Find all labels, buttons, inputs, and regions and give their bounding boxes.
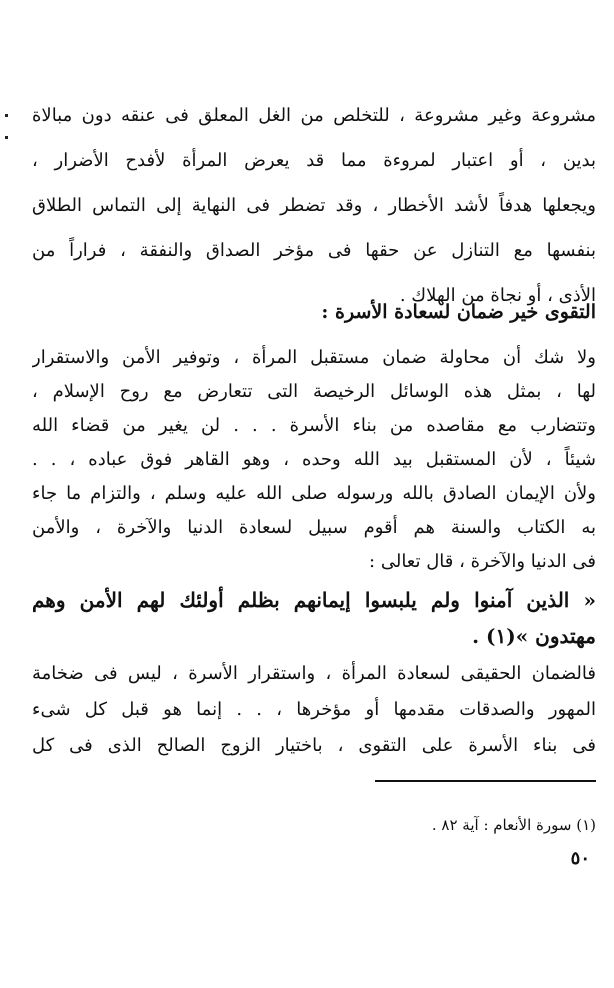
text-line: فى الدنيا والآخرة ، قال تعالى : (369, 551, 596, 572)
text-line: فى بناء الأسرة على التقوى ، باختيار الزوج الصالح الذى فى كل (32, 735, 596, 756)
footnote: (١) سورة الأنعام : آية ٨٢ . (431, 816, 596, 834)
quote-line: مهتدون »(١) . (472, 624, 596, 648)
text-line: وتتضارب مع مقاصده من بناء الأسرة . . . لن يغير من قضاء الله (32, 415, 596, 436)
section-heading: التقوى خير ضمان لسعادة الأسرة : (321, 301, 596, 323)
scan-edge-mark (5, 136, 8, 139)
text-line: لها ، بمثل هذه الوسائل الرخيصة التى تتعارض مع روح الإسلام ، (32, 381, 596, 402)
text-line: المهور والصدقات مقدمها أو مؤخرها ، . . إنما هو قبل كل شىء (32, 699, 596, 720)
text-line: مشروعة وغير مشروعة ، للتخلص من الغل المعلق فى عنقه دون مبالاة (32, 105, 596, 126)
text-line: الأذى ، أو نجاة من الهلاك . (399, 285, 596, 306)
text-line: شيئاً ، لأن المستقبل بيد الله وحده ، وهو القاهر فوق عباده ، . . (32, 449, 596, 470)
quote-line: « الذين آمنوا ولم يلبسوا إيمانهم بظلم أولئك لهم الأمن وهم (32, 588, 596, 612)
text-line: ولا شك أن محاولة ضمان مستقبل المرأة ، وتوفير الأمن والاستقرار (32, 347, 596, 368)
text-line: فالضمان الحقيقى لسعادة المرأة ، واستقرار الأسرة ، ليس فى ضخامة (32, 663, 596, 684)
footnote-divider (375, 780, 596, 782)
text-line: بنفسها مع التنازل عن حقها فى مؤخر الصداق والنفقة ، فراراً من (32, 240, 596, 261)
text-line: به الكتاب والسنة هم أقوم سبيل لسعادة الدنيا والآخرة ، والأمن (32, 517, 596, 538)
text-line: بدين ، أو اعتبار لمروءة مما قد يعرض المرأة لأفدح الأضرار ، (32, 150, 596, 171)
scan-edge-mark (5, 114, 8, 117)
text-line: ويجعلها هدفاً لأشد الأخطار ، وقد تضطر فى النهاية إلى التماس الطلاق (32, 195, 596, 216)
text-line: ولأن الإيمان الصادق بالله ورسوله صلى الله عليه وسلم ، والتزام ما جاء (32, 483, 596, 504)
page-number: ٥٠ (570, 848, 590, 869)
